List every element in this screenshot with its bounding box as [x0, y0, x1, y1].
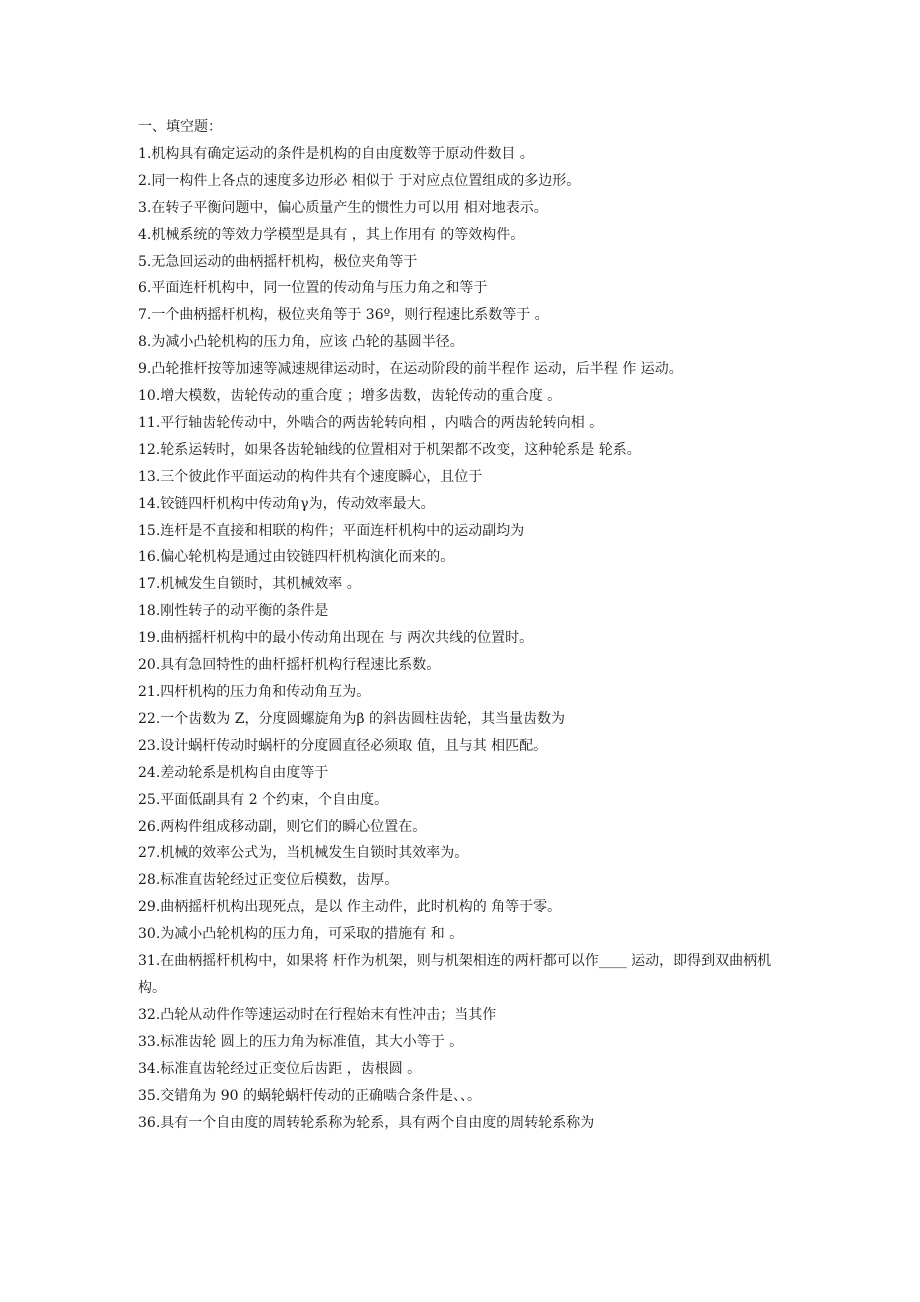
question-item: 8.为减小凸轮机构的压力角，应该 凸轮的基圆半径。: [138, 334, 464, 351]
question-item: 25.平面低副具有 2 个约束，个自由度。: [138, 791, 389, 808]
question-item: 2.同一构件上各点的速度多边形必 相似于 于对应点位置组成的多边形。: [138, 172, 581, 189]
question-item: 22.一个齿数为 Z，分度圆螺旋角为β 的斜齿圆柱齿轮，其当量齿数为: [138, 710, 565, 727]
section-title: 一、填空题：: [138, 119, 222, 135]
question-item: 28.标准直齿轮经过正变位后模数，齿厚。: [138, 872, 399, 889]
question-item: 21.四杆机构的压力角和传动角互为。: [138, 684, 371, 701]
question-item: 36.具有一个自由度的周转轮系称为轮系，具有两个自由度的周转轮系称为: [138, 1114, 595, 1131]
question-item: 24.差动轮系是机构自由度等于: [138, 764, 329, 781]
question-list: [138, 114, 788, 1136]
question-item: 29.曲柄摇杆机构出现死点，是以 作主动件，此时机构的 角等于零。: [138, 899, 562, 916]
question-item: 19.曲柄摇杆机构中的最小传动角出现在 与 两次共线的位置时。: [138, 630, 534, 647]
question-item: 14.铰链四杆机构中传动角γ为，传动效率最大。: [138, 495, 435, 512]
question-item: 26.两构件组成移动副，则它们的瞬心位置在。: [138, 818, 427, 835]
question-item: 13.三个彼此作平面运动的构件共有个速度瞬心，且位于: [138, 468, 483, 485]
question-item: 7.一个曲柄摇杆机构，极位夹角等于 36º，则行程速比系数等于 。: [138, 307, 549, 324]
question-item: 16.偏心轮机构是通过由铰链四杆机构演化而来的。: [138, 549, 455, 566]
question-item: 20.具有急回特性的曲杆摇杆机构行程速比系数。: [138, 657, 441, 674]
question-item: 3.在转子平衡问题中，偏心质量产生的惯性力可以用 相对地表示。: [138, 199, 548, 216]
question-item: 27.机械的效率公式为，当机械发生自锁时其效率为。: [138, 845, 469, 862]
question-item: 5.无急回运动的曲柄摇杆机构，极位夹角等于: [138, 253, 418, 270]
question-item: 4.机械系统的等效力学模型是具有 ，其上作用有 的等效构件。: [138, 226, 525, 243]
question-item: 31.在曲柄摇杆机构中，如果将 杆作为机架，则与机架相连的两杆都可以作____ 运动，即得到双曲柄机构。: [138, 953, 772, 996]
question-item: 9.凸轮推杆按等加速等减速规律运动时，在运动阶段的前半程作 运动，后半程 作 运动。: [138, 361, 683, 378]
question-item: 32.凸轮从动件作等速运动时在行程始末有性冲击；当其作: [138, 1006, 497, 1023]
question-item: 10.增大模数，齿轮传动的重合度 ；增多齿数，齿轮传动的重合度 。: [138, 388, 562, 405]
question-item: 30.为减小凸轮机构的压力角，可采取的措施有 和 。: [138, 926, 464, 943]
question-item: 15.连杆是不直接和相联的构件；平面连杆机构中的运动副均为: [138, 522, 525, 539]
question-item: 11.平行轴齿轮传动中，外啮合的两齿轮转向相 ，内啮合的两齿轮转向相 。: [138, 414, 604, 431]
question-item: 12.轮系运转时，如果各齿轮轴线的位置相对于机架都不改变，这种轮系是 轮系。: [138, 441, 641, 458]
question-item: 18.刚性转子的动平衡的条件是: [138, 603, 329, 620]
question-item: 17.机械发生自锁时，其机械效率 。: [138, 576, 361, 593]
question-item: 23.设计蜗杆传动时蜗杆的分度圆直径必须取 值，且与其 相匹配。: [138, 737, 548, 754]
question-item: 34.标准直齿轮经过正变位后齿距 ，齿根圆 。: [138, 1060, 422, 1077]
question-item: 33.标准齿轮 圆上的压力角为标准值，其大小等于 。: [138, 1033, 464, 1050]
question-item: 6.平面连杆机构中，同一位置的传动角与压力角之和等于: [138, 280, 488, 297]
question-item: 1.机构具有确定运动的条件是机构的自由度数等于原动件数目 。: [138, 145, 534, 162]
question-item: 35.交错角为 90 的蜗轮蜗杆传动的正确啮合条件是、、。: [138, 1087, 481, 1104]
